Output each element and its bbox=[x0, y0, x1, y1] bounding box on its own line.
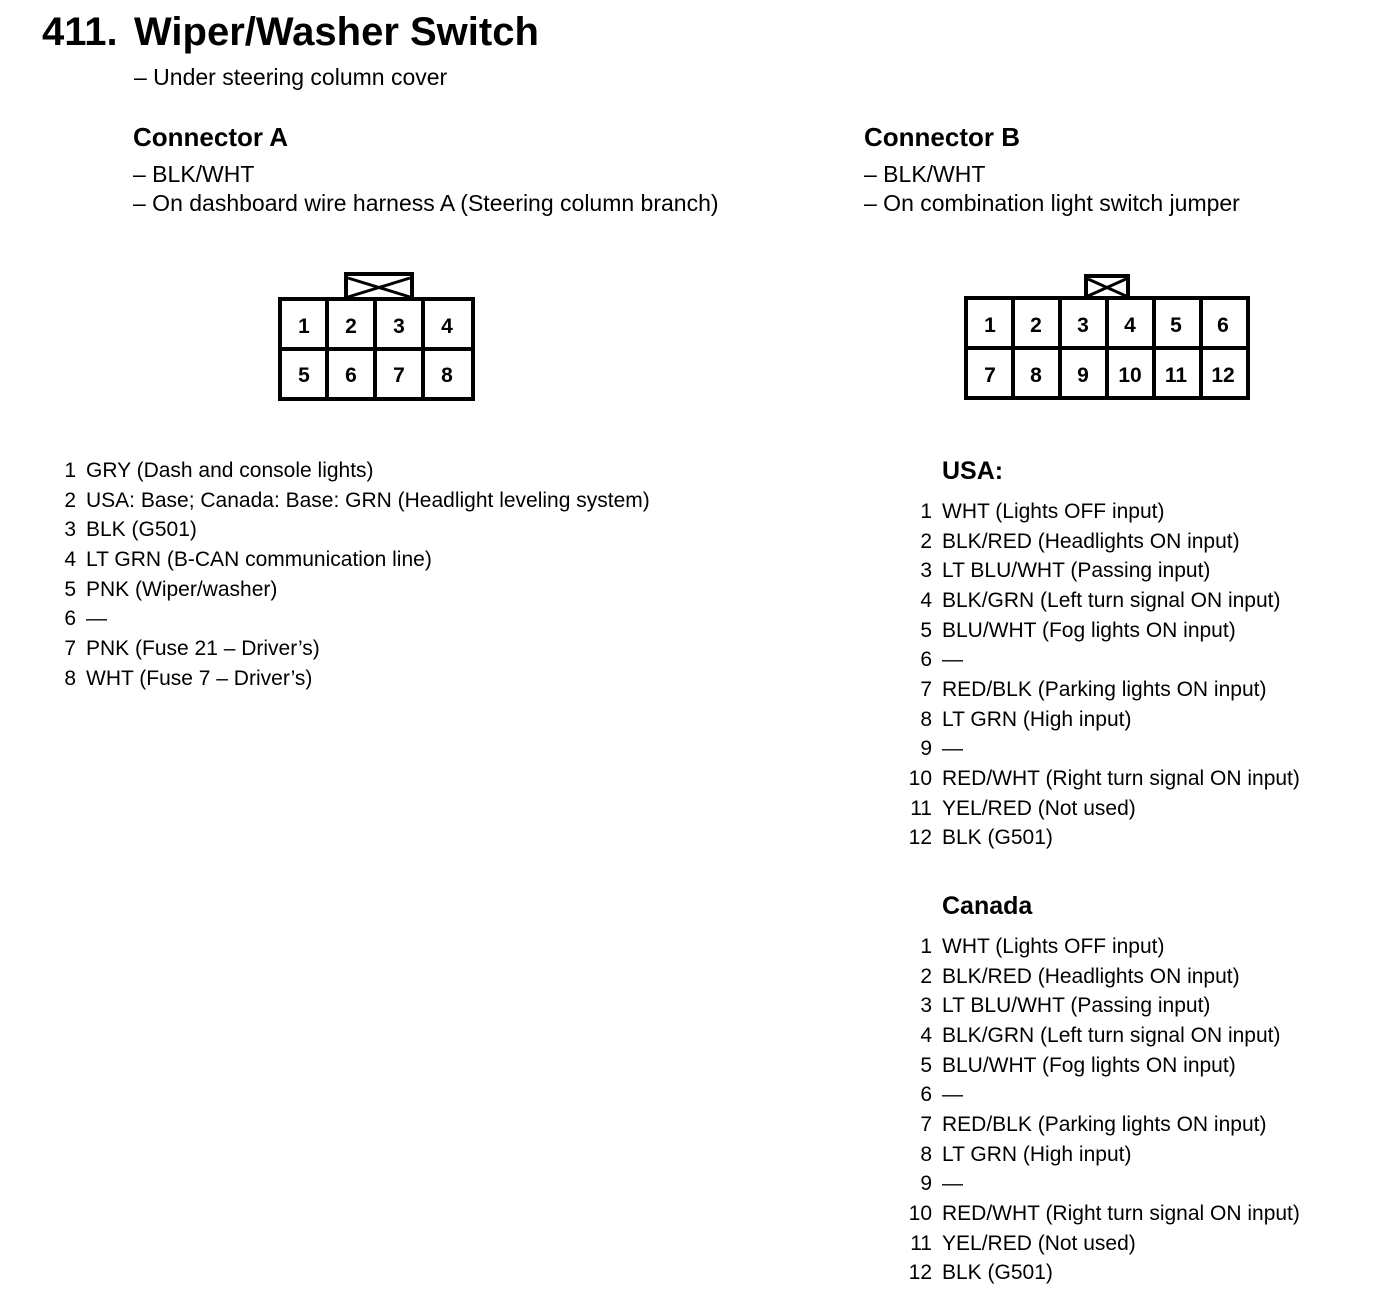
pin-number: 2 bbox=[920, 964, 932, 988]
list-item bbox=[900, 616, 1300, 646]
pin-number: 2 bbox=[920, 529, 932, 553]
pin-number: 4 bbox=[920, 1023, 932, 1047]
wire-description: — bbox=[942, 737, 963, 761]
usa-group-title: USA: bbox=[942, 457, 1004, 485]
pin-label: 5 bbox=[1170, 314, 1182, 337]
pin-number: 5 bbox=[920, 618, 932, 642]
connector-b-usa-wiring-list bbox=[900, 497, 1300, 853]
pin-number: 10 bbox=[908, 767, 932, 791]
wire-description: — bbox=[86, 607, 107, 631]
pin-number: 7 bbox=[920, 677, 932, 701]
wire-description: WHT (Lights OFF input) bbox=[942, 934, 1165, 958]
wire-description: BLK (G501) bbox=[942, 826, 1053, 850]
list-item bbox=[900, 794, 1300, 824]
pin-number: 1 bbox=[920, 934, 932, 958]
wire-description: USA: Base; Canada: Base: GRN (Headlight leveling system) bbox=[86, 488, 650, 512]
pin-number: 6 bbox=[64, 607, 76, 631]
list-item bbox=[900, 1140, 1300, 1170]
connector-b-diagram bbox=[962, 270, 1252, 404]
wire-description: — bbox=[942, 1172, 963, 1196]
list-item bbox=[900, 932, 1300, 962]
pin-number: 1 bbox=[64, 458, 76, 482]
wire-description: RED/BLK (Parking lights ON input) bbox=[942, 677, 1267, 701]
list-item bbox=[42, 486, 650, 516]
pin-label: 3 bbox=[393, 315, 405, 338]
wire-description: WHT (Lights OFF input) bbox=[942, 499, 1165, 523]
wire-description: GRY (Dash and console lights) bbox=[86, 458, 374, 482]
pin-label: 10 bbox=[1118, 364, 1142, 387]
list-item bbox=[900, 764, 1300, 794]
list-item bbox=[900, 1229, 1300, 1259]
wire-description: RED/BLK (Parking lights ON input) bbox=[942, 1112, 1267, 1136]
wire-description: RED/WHT (Right turn signal ON input) bbox=[942, 1202, 1300, 1226]
connector-b-canada-wiring-list bbox=[900, 932, 1300, 1288]
list-item bbox=[900, 824, 1300, 854]
pin-number: 5 bbox=[920, 1053, 932, 1077]
wire-description: LT GRN (High input) bbox=[942, 1142, 1132, 1166]
wire-description: LT BLU/WHT (Passing input) bbox=[942, 559, 1211, 583]
pin-label: 4 bbox=[441, 315, 453, 338]
pin-label: 6 bbox=[345, 364, 357, 387]
connector-a-color: – BLK/WHT bbox=[133, 161, 255, 187]
wire-description: LT GRN (High input) bbox=[942, 707, 1132, 731]
list-item bbox=[42, 634, 650, 664]
pin-label: 9 bbox=[1077, 364, 1089, 387]
list-item bbox=[42, 575, 650, 605]
list-item bbox=[42, 545, 650, 575]
page-title: Wiper/Washer Switch bbox=[134, 10, 539, 54]
wire-description: BLK/RED (Headlights ON input) bbox=[942, 529, 1240, 553]
pin-label: 1 bbox=[298, 315, 310, 338]
pin-label: 4 bbox=[1124, 314, 1136, 337]
pin-number: 1 bbox=[920, 499, 932, 523]
list-item bbox=[900, 1021, 1300, 1051]
wire-description: — bbox=[942, 1083, 963, 1107]
pin-label: 2 bbox=[1030, 314, 1042, 337]
list-item bbox=[900, 586, 1300, 616]
list-item bbox=[900, 705, 1300, 735]
list-item bbox=[900, 645, 1300, 675]
pin-label: 1 bbox=[984, 314, 996, 337]
list-item bbox=[900, 1259, 1300, 1289]
list-item bbox=[900, 1170, 1300, 1200]
list-item bbox=[900, 1051, 1300, 1081]
wire-description: PNK (Fuse 21 – Driver’s) bbox=[86, 636, 320, 660]
connector-b-location: – On combination light switch jumper bbox=[864, 190, 1240, 216]
pin-number: 11 bbox=[910, 796, 932, 820]
wire-description: YEL/RED (Not used) bbox=[942, 1231, 1136, 1255]
pin-number: 6 bbox=[920, 1083, 932, 1107]
switch-location: – Under steering column cover bbox=[134, 64, 448, 90]
pin-number: 11 bbox=[910, 1231, 932, 1255]
wire-description: — bbox=[942, 648, 963, 672]
pin-label: 7 bbox=[984, 364, 996, 387]
pin-label: 12 bbox=[1211, 364, 1235, 387]
list-item bbox=[42, 604, 650, 634]
connector-b-heading: Connector B bbox=[864, 122, 1020, 152]
wire-description: BLK/GRN (Left turn signal ON input) bbox=[942, 588, 1281, 612]
list-item bbox=[900, 497, 1300, 527]
wire-description: WHT (Fuse 7 – Driver’s) bbox=[86, 666, 313, 690]
pin-label: 6 bbox=[1217, 314, 1229, 337]
pin-number: 7 bbox=[920, 1112, 932, 1136]
pin-number: 4 bbox=[920, 588, 932, 612]
connector-a-diagram bbox=[276, 270, 478, 404]
canada-group-title: Canada bbox=[942, 892, 1033, 920]
list-item bbox=[900, 556, 1300, 586]
pin-label: 11 bbox=[1164, 364, 1188, 387]
pin-number: 5 bbox=[64, 577, 76, 601]
pin-label: 3 bbox=[1077, 314, 1089, 337]
wire-description: RED/WHT (Right turn signal ON input) bbox=[942, 767, 1300, 791]
pin-number: 6 bbox=[920, 648, 932, 672]
pin-number: 12 bbox=[908, 826, 932, 850]
list-item bbox=[900, 1080, 1300, 1110]
pin-label: 7 bbox=[393, 364, 405, 387]
pin-number: 3 bbox=[920, 559, 932, 583]
list-item bbox=[900, 527, 1300, 557]
connector-b-latch bbox=[1086, 276, 1128, 298]
wire-description: BLK (G501) bbox=[942, 1261, 1053, 1285]
wire-description: LT GRN (B-CAN communication line) bbox=[86, 547, 432, 571]
pin-number: 10 bbox=[908, 1202, 932, 1226]
connector-a-wiring-list bbox=[42, 456, 650, 694]
pin-number: 7 bbox=[64, 636, 76, 660]
list-item bbox=[42, 456, 650, 486]
wire-description: LT BLU/WHT (Passing input) bbox=[942, 994, 1211, 1018]
pin-label: 5 bbox=[298, 364, 310, 387]
wire-description: PNK (Wiper/washer) bbox=[86, 577, 278, 601]
list-item bbox=[900, 1199, 1300, 1229]
list-item bbox=[900, 962, 1300, 992]
pin-number: 12 bbox=[908, 1261, 932, 1285]
pin-label: 2 bbox=[345, 315, 357, 338]
pin-number: 3 bbox=[920, 994, 932, 1018]
wire-description: BLK/GRN (Left turn signal ON input) bbox=[942, 1023, 1281, 1047]
list-item bbox=[900, 735, 1300, 765]
pin-number: 4 bbox=[64, 547, 76, 571]
connector-b-color: – BLK/WHT bbox=[864, 161, 986, 187]
connector-a-location: – On dashboard wire harness A (Steering column branch) bbox=[133, 190, 719, 216]
pin-number: 8 bbox=[64, 666, 76, 690]
wire-description: BLK (G501) bbox=[86, 518, 197, 542]
list-item bbox=[900, 675, 1300, 705]
pin-number: 8 bbox=[920, 707, 932, 731]
section-number: 411. bbox=[42, 10, 118, 54]
list-item bbox=[42, 664, 650, 694]
pin-number: 2 bbox=[64, 488, 76, 512]
pin-number: 3 bbox=[64, 518, 76, 542]
connector-a-latch bbox=[346, 274, 412, 299]
list-item bbox=[900, 1110, 1300, 1140]
pin-number: 8 bbox=[920, 1142, 932, 1166]
wire-description: BLU/WHT (Fog lights ON input) bbox=[942, 1053, 1236, 1077]
pin-label: 8 bbox=[1030, 364, 1042, 387]
list-item bbox=[900, 991, 1300, 1021]
wire-description: BLK/RED (Headlights ON input) bbox=[942, 964, 1240, 988]
list-item bbox=[42, 515, 650, 545]
pin-label: 8 bbox=[441, 364, 453, 387]
wire-description: BLU/WHT (Fog lights ON input) bbox=[942, 618, 1236, 642]
wire-description: YEL/RED (Not used) bbox=[942, 796, 1136, 820]
pin-number: 9 bbox=[920, 737, 932, 761]
pin-number: 9 bbox=[920, 1172, 932, 1196]
connector-a-heading: Connector A bbox=[133, 122, 289, 152]
